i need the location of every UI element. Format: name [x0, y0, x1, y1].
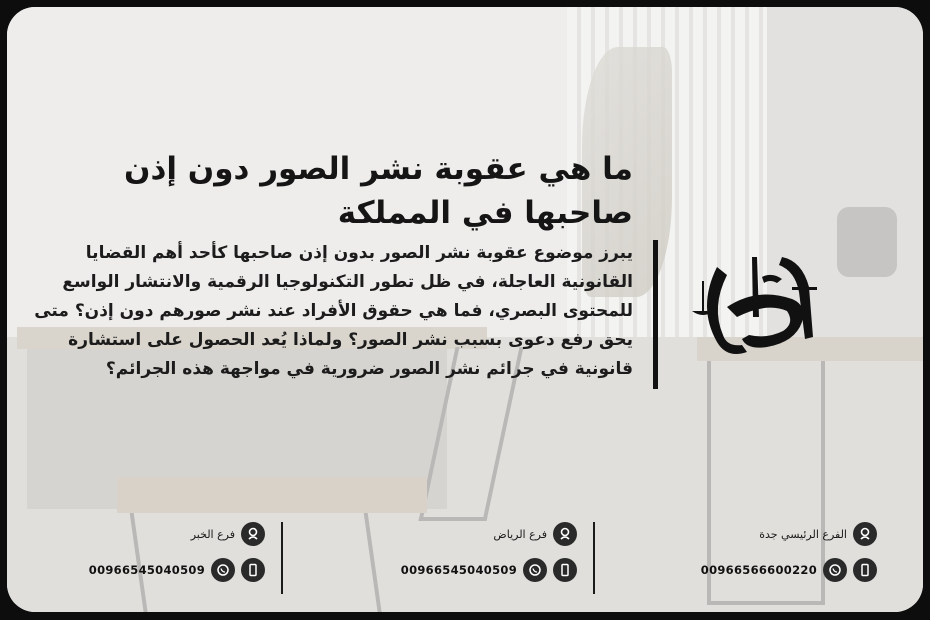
branch-khobar [88, 522, 265, 592]
location-pin-icon [241, 522, 265, 546]
mobile-phone-icon[interactable] [241, 558, 265, 582]
whatsapp-icon[interactable] [823, 558, 847, 582]
branch-phone[interactable]: 00966545040509 [88, 563, 205, 577]
mobile-phone-icon[interactable] [553, 558, 577, 582]
article-body: يبرز موضوع عقوبة نشر الصور بدون إذن صاحبها كأحد أهم القضايا القانونية العاجلة، في ظل تطور التكنولوجيا الرقمية والانتشار الواسع للمحتوى البصري، فما هي حقوق الأفراد عند نشر صورهم دون إذن؟ متى يحق رفع دعوى بسبب نشر الصور؟ ولماذا يُعد الحصول على استشارة قانونية في جرائم نشر الصور ضرورية في مواجهة هذه الجرائم؟ [34, 243, 633, 379]
chair-image [837, 207, 897, 277]
divider-line [653, 240, 658, 389]
location-pin-icon [553, 522, 577, 546]
branch-phone[interactable]: 00966545040509 [400, 563, 517, 577]
footer-separator [593, 522, 595, 594]
branches-footer [7, 512, 923, 612]
location-pin-icon [853, 522, 877, 546]
mobile-phone-icon[interactable] [853, 558, 877, 582]
branch-name: فرع الرياض [493, 527, 547, 541]
branch-jeddah [700, 522, 877, 592]
footer-separator [281, 522, 283, 594]
promo-card [7, 7, 923, 612]
whatsapp-icon[interactable] [523, 558, 547, 582]
branch-riyadh [400, 522, 577, 592]
branch-name: الفرع الرئيسي جدة [759, 527, 847, 541]
whatsapp-icon[interactable] [211, 558, 235, 582]
branch-phone[interactable]: 00966566600220 [700, 563, 817, 577]
calligraphy-logo-icon [687, 247, 827, 367]
article-title: ما هي عقوبة نشر الصور دون إذن صاحبها في المملكة [123, 151, 633, 231]
branch-name: فرع الخبر [190, 527, 235, 541]
